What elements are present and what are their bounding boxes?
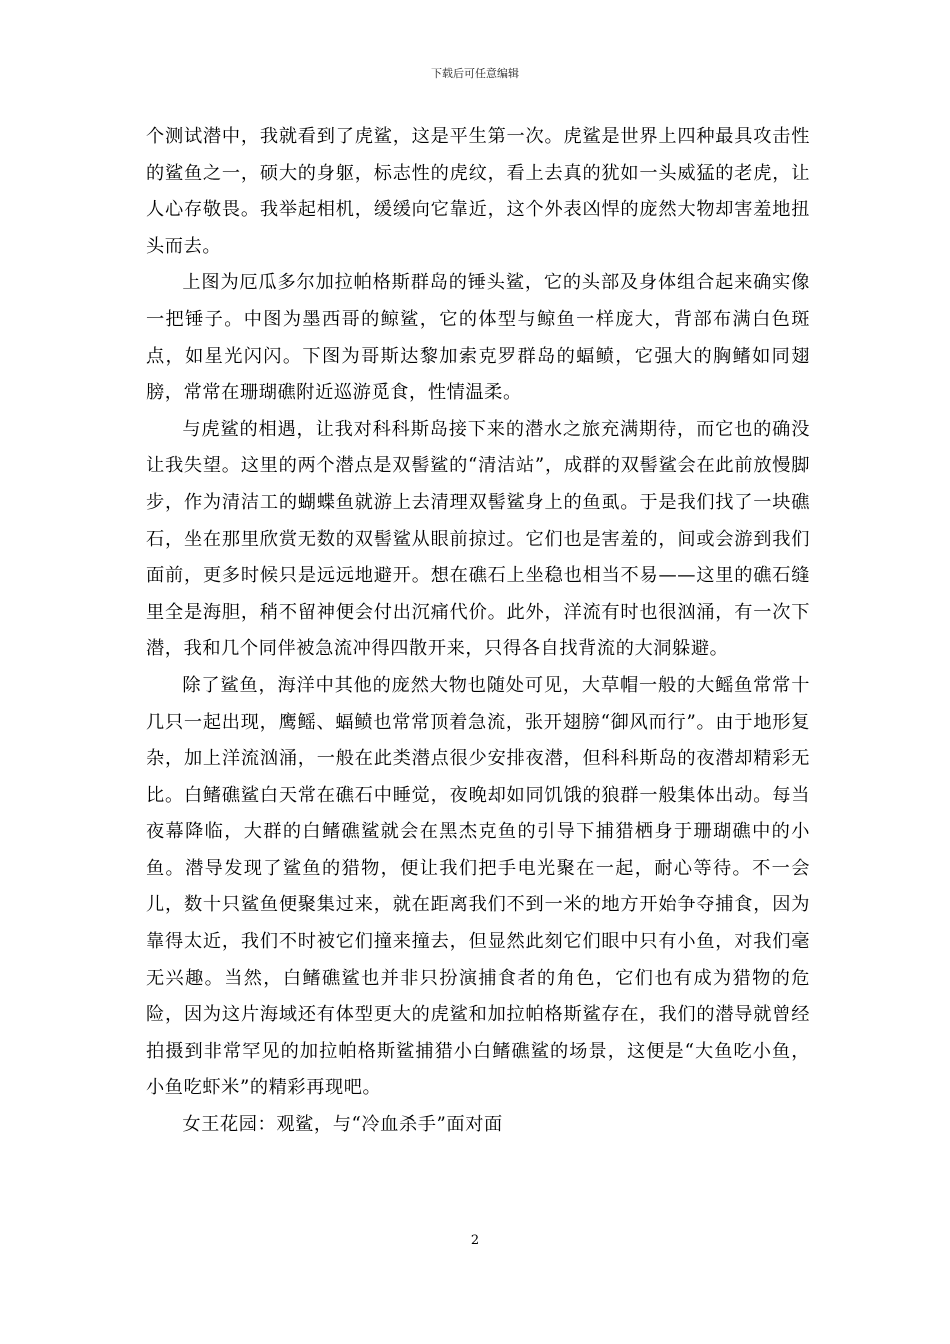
section-heading-queens-garden: 女王花园：观鲨，与“冷血杀手”面对面	[182, 1114, 503, 1136]
paragraph-tiger-shark: 个测试潜中，我就看到了虎鲨，这是平生第一次。虎鲨是世界上四种最具攻击性的鲨鱼之一，硕大的身躯，标志性的虎纹，看上去真的犹如一头威猛的老虎，让人心存敬畏。我举起相机，缓缓向它靠近，这个外表凶悍的庞然大物却害羞地扭头而去。	[146, 126, 810, 257]
paragraph-hammerhead-cleaning-station: 与虎鲨的相遇，让我对科科斯岛接下来的潜水之旅充满期待，而它也的确没让我失望。这里的两个潜点是双髻鲨的“清洁站”，成群的双髻鲨会在此前放慢脚步，作为清洁工的蝴蝶鱼就游上去清理双髻鲨身上的鱼虱。于是我们找了一块礁石，坐在那里欣赏无数的双髻鲨从眼前掠过。它们也是害羞的，间或会游到我们面前，更多时候只是远远地避开。想在礁石上坐稳也相当不易——这里的礁石缝里全是海胆，稍不留神便会付出沉痛代价。此外，洋流有时也很汹涌，有一次下潜，我和几个同伴被急流冲得四散开来，只得各自找背流的大洞躲避。	[146, 418, 810, 660]
page-header: 下载后可任意编辑	[431, 67, 519, 80]
document-body	[146, 119, 810, 1144]
paragraph-night-dive: 除了鲨鱼，海洋中其他的庞然大物也随处可见，大草帽一般的大鳐鱼常常十几只一起出现，鹰鳐、蝠鲼也常常顶着急流，张开翅膀“御风而行”。由于地形复杂，加上洋流汹涌，一般在此类潜点很少安排夜潜，但科科斯岛的夜潜却精彩无比。白鳍礁鲨白天常在礁石中睡觉，夜晚却如同饥饿的狼群一般集体出动。每当夜幕降临，大群的白鳍礁鲨就会在黑杰克鱼的引导下捕猎栖身于珊瑚礁中的小鱼。潜导发现了鲨鱼的猎物，便让我们把手电光聚在一起，耐心等待。不一会儿，数十只鲨鱼便聚集过来，就在距离我们不到一米的地方开始争夺捕食，因为靠得太近，我们不时被它们撞来撞去，但显然此刻它们眼中只有小鱼，对我们毫无兴趣。当然，白鳍礁鲨也并非只扮演捕食者的角色，它们也有成为猎物的危险，因为这片海域还有体型更大的虎鲨和加拉帕格斯鲨存在，我们的潜导就曾经拍摄到非常罕见的加拉帕格斯鲨捕猎小白鳍礁鲨的场景，这便是“大鱼吃小鱼，小鱼吃虾米”的精彩再现吧。	[146, 674, 810, 1099]
page-number: 2	[470, 1233, 480, 1248]
paragraph-photo-captions: 上图为厄瓜多尔加拉帕格斯群岛的锤头鲨，它的头部及身体组合起来确实像一把锤子。中图为墨西哥的鲸鲨，它的体型与鲸鱼一样庞大，背部布满白色斑点，如星光闪闪。下图为哥斯达黎加索克罗群岛的蝠鲼，它强大的胸鳍如同翅膀，常常在珊瑚礁附近巡游觅食，性情温柔。	[146, 272, 810, 404]
